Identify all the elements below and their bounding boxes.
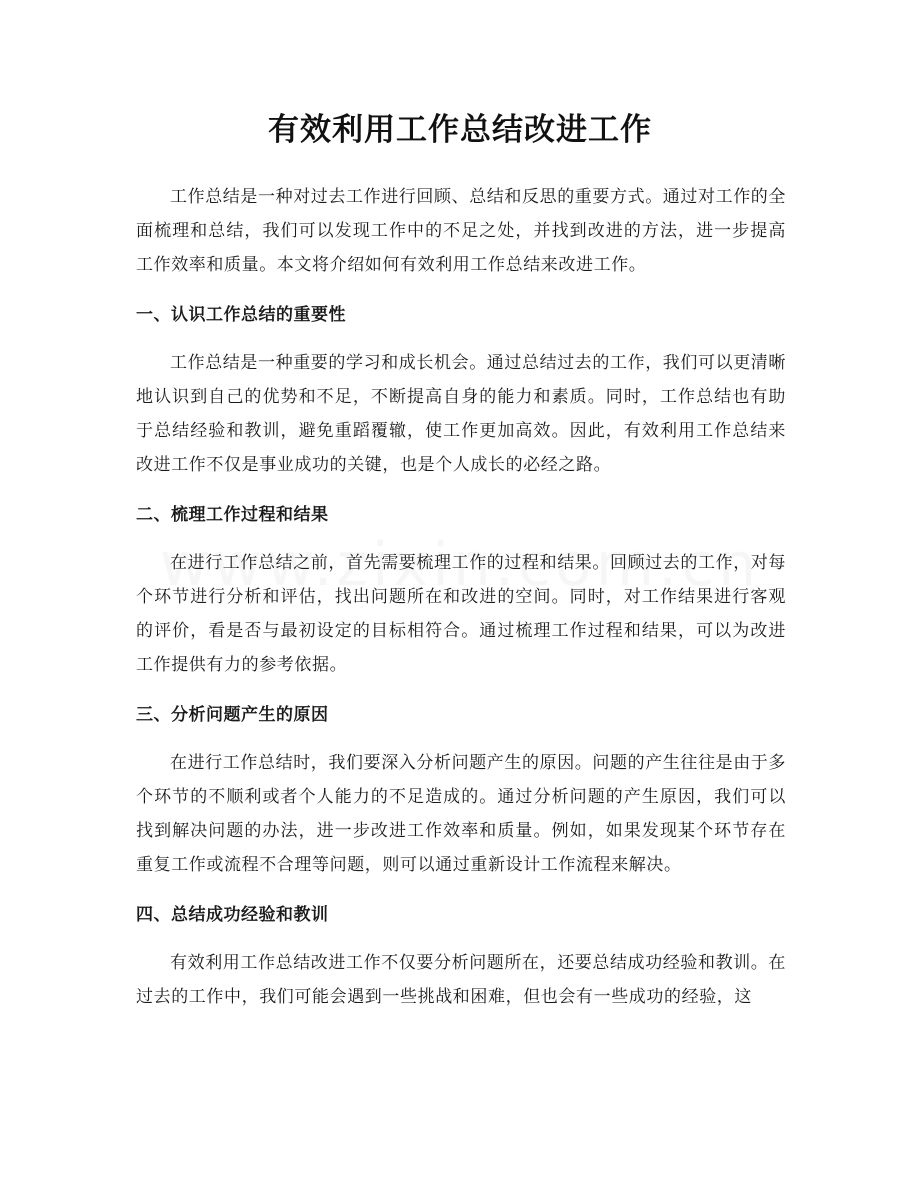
section-heading-2: 二、梳理工作过程和结果 [136,505,329,525]
section-paragraph-2: 在进行工作总结之前，首先需要梳理工作的过程和结果。回顾过去的工作，对每个环节进行分析和评估，找出问题所在和改进的空间。同时，对工作结果进行客观的评价，看是否与最初设定的目标相符合。通过梳理工作过程和结果，可以为改进工作提供有力的参考依据。 [136,553,786,675]
section-heading-4: 四、总结成功经验和教训 [136,905,329,925]
section-heading-3: 三、分析问题产生的原因 [136,705,329,725]
intro-paragraph: 工作总结是一种对过去工作进行回顾、总结和反思的重要方式。通过对工作的全面梳理和总结，我们可以发现工作中的不足之处，并找到改进的方法，进一步提高工作效率和质量。本文将介绍如何有效利用工作总结来改进工作。 [136,187,786,275]
section-paragraph-4: 有效利用工作总结改进工作不仅要分析问题所在，还要总结成功经验和教训。在过去的工作中，我们可能会遇到一些挑战和困难，但也会有一些成功的经验，这 [136,953,786,1007]
document-body [136,180,786,1014]
section-paragraph-3: 在进行工作总结时，我们要深入分析问题产生的原因。问题的产生往往是由于多个环节的不顺利或者个人能力的不足造成的。通过分析问题的产生原因，我们可以找到解决问题的办法，进一步改进工作效率和质量。例如，如果发现某个环节存在重复工作或流程不合理等问题，则可以通过重新设计工作流程来解决。 [136,753,786,875]
page-title: 有效利用工作总结改进工作 [268,112,652,148]
section-paragraph-1: 工作总结是一种重要的学习和成长机会。通过总结过去的工作，我们可以更清晰地认识到自己的优势和不足，不断提高自身的能力和素质。同时，工作总结也有助于总结经验和教训，避免重蹈覆辙，使工作更加高效。因此，有效利用工作总结来改进工作不仅是事业成功的关键，也是个人成长的必经之路。 [136,353,786,475]
section-heading-1: 一、认识工作总结的重要性 [136,305,346,325]
